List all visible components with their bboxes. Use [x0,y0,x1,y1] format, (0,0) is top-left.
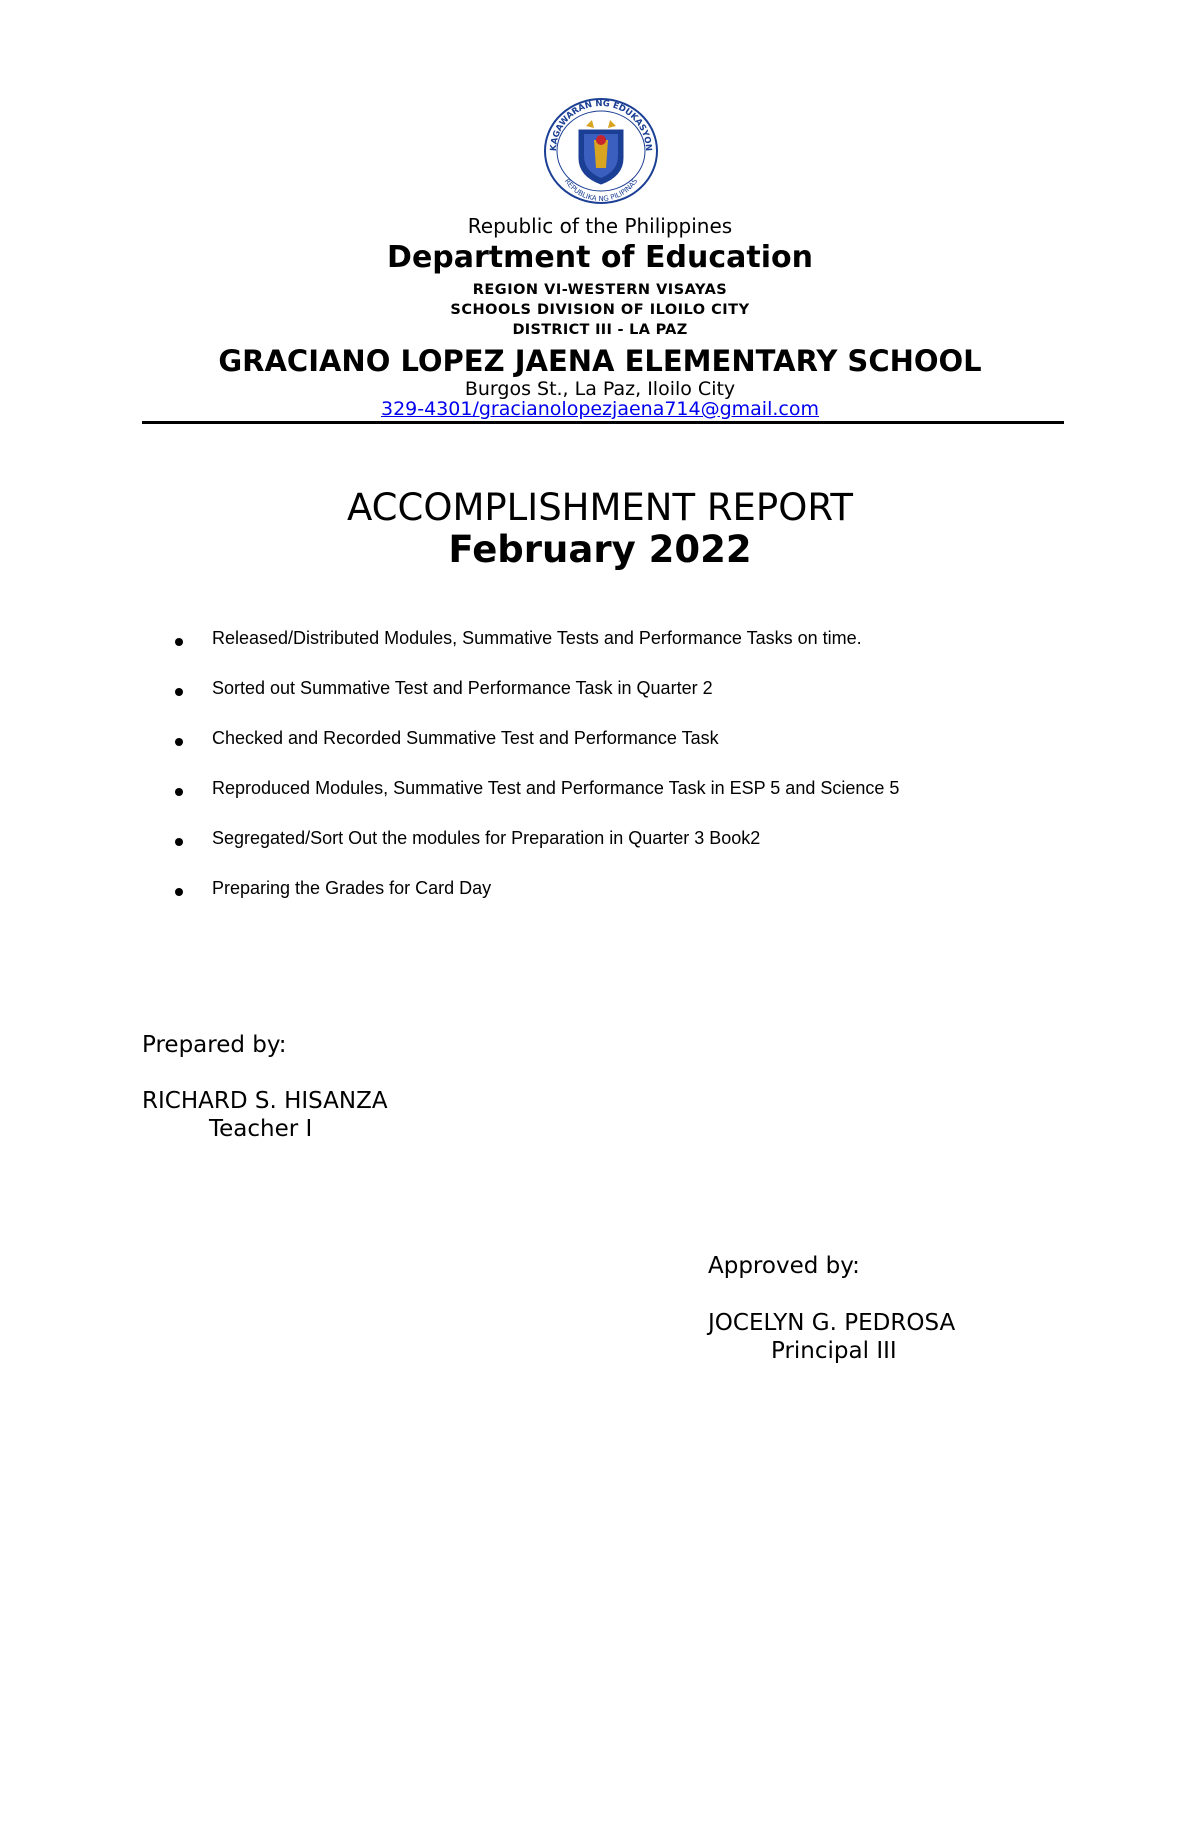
bullet-icon [175,888,183,896]
prepared-by-name: RICHARD S. HISANZA [142,1088,388,1114]
bullet-icon [175,688,183,696]
list-item-text: Reproduced Modules, Summative Test and Performance Task in ESP 5 and Science 5 [212,778,900,798]
department-title: Department of Education [387,240,813,275]
report-month: February 2022 [448,528,752,571]
list-item [0,878,1100,908]
approved-by-label: Approved by: [708,1253,860,1279]
report-title: ACCOMPLISHMENT REPORT [346,486,853,529]
prepared-by-label: Prepared by: [142,1032,287,1058]
deped-seal-icon [536,96,666,206]
prepared-by-title: Teacher I [209,1116,313,1142]
district-label: DISTRICT III - LA PAZ [512,322,688,338]
list-item [0,628,1100,658]
region-label: REGION VI-WESTERN VISAYAS [472,282,728,298]
list-item [0,778,1100,808]
list-item-text: Checked and Recorded Summative Test and Performance Task [212,728,719,748]
bullet-icon [175,638,183,646]
contact-line [0,398,1200,420]
approved-by-title: Principal III [771,1338,897,1364]
list-item-text: Preparing the Grades for Card Day [212,878,492,898]
bullet-icon [175,838,183,846]
bullet-icon [175,788,183,796]
republic-label: Republic of the Philippines [467,214,733,238]
school-name: GRACIANO LOPEZ JAENA ELEMENTARY SCHOOL [218,344,982,378]
list-item-text: Released/Distributed Modules, Summative Tests and Performance Tasks on time. [212,628,862,648]
list-item [0,828,1100,858]
list-item [0,728,1100,758]
seal-ring-text-top: KAGAWARAN NG EDUKASYON [548,98,654,152]
division-label: SCHOOLS DIVISION OF ILOILO CITY [450,302,750,318]
school-address: Burgos St., La Paz, Iloilo City [464,378,736,400]
header-divider [142,421,1064,424]
contact-link[interactable]: 329-4301/gracianolopezjaena714@gmail.com [380,398,819,420]
bullet-icon [175,738,183,746]
approved-by-name: JOCELYN G. PEDROSA [708,1310,956,1336]
seal-ring-text-bottom: REPUBLIKA NG PILIPINAS [562,177,640,204]
list-item-text: Sorted out Summative Test and Performance Task in Quarter 2 [212,678,713,698]
list-item [0,678,1100,708]
list-item-text: Segregated/Sort Out the modules for Preparation in Quarter 3 Book2 [212,828,761,848]
